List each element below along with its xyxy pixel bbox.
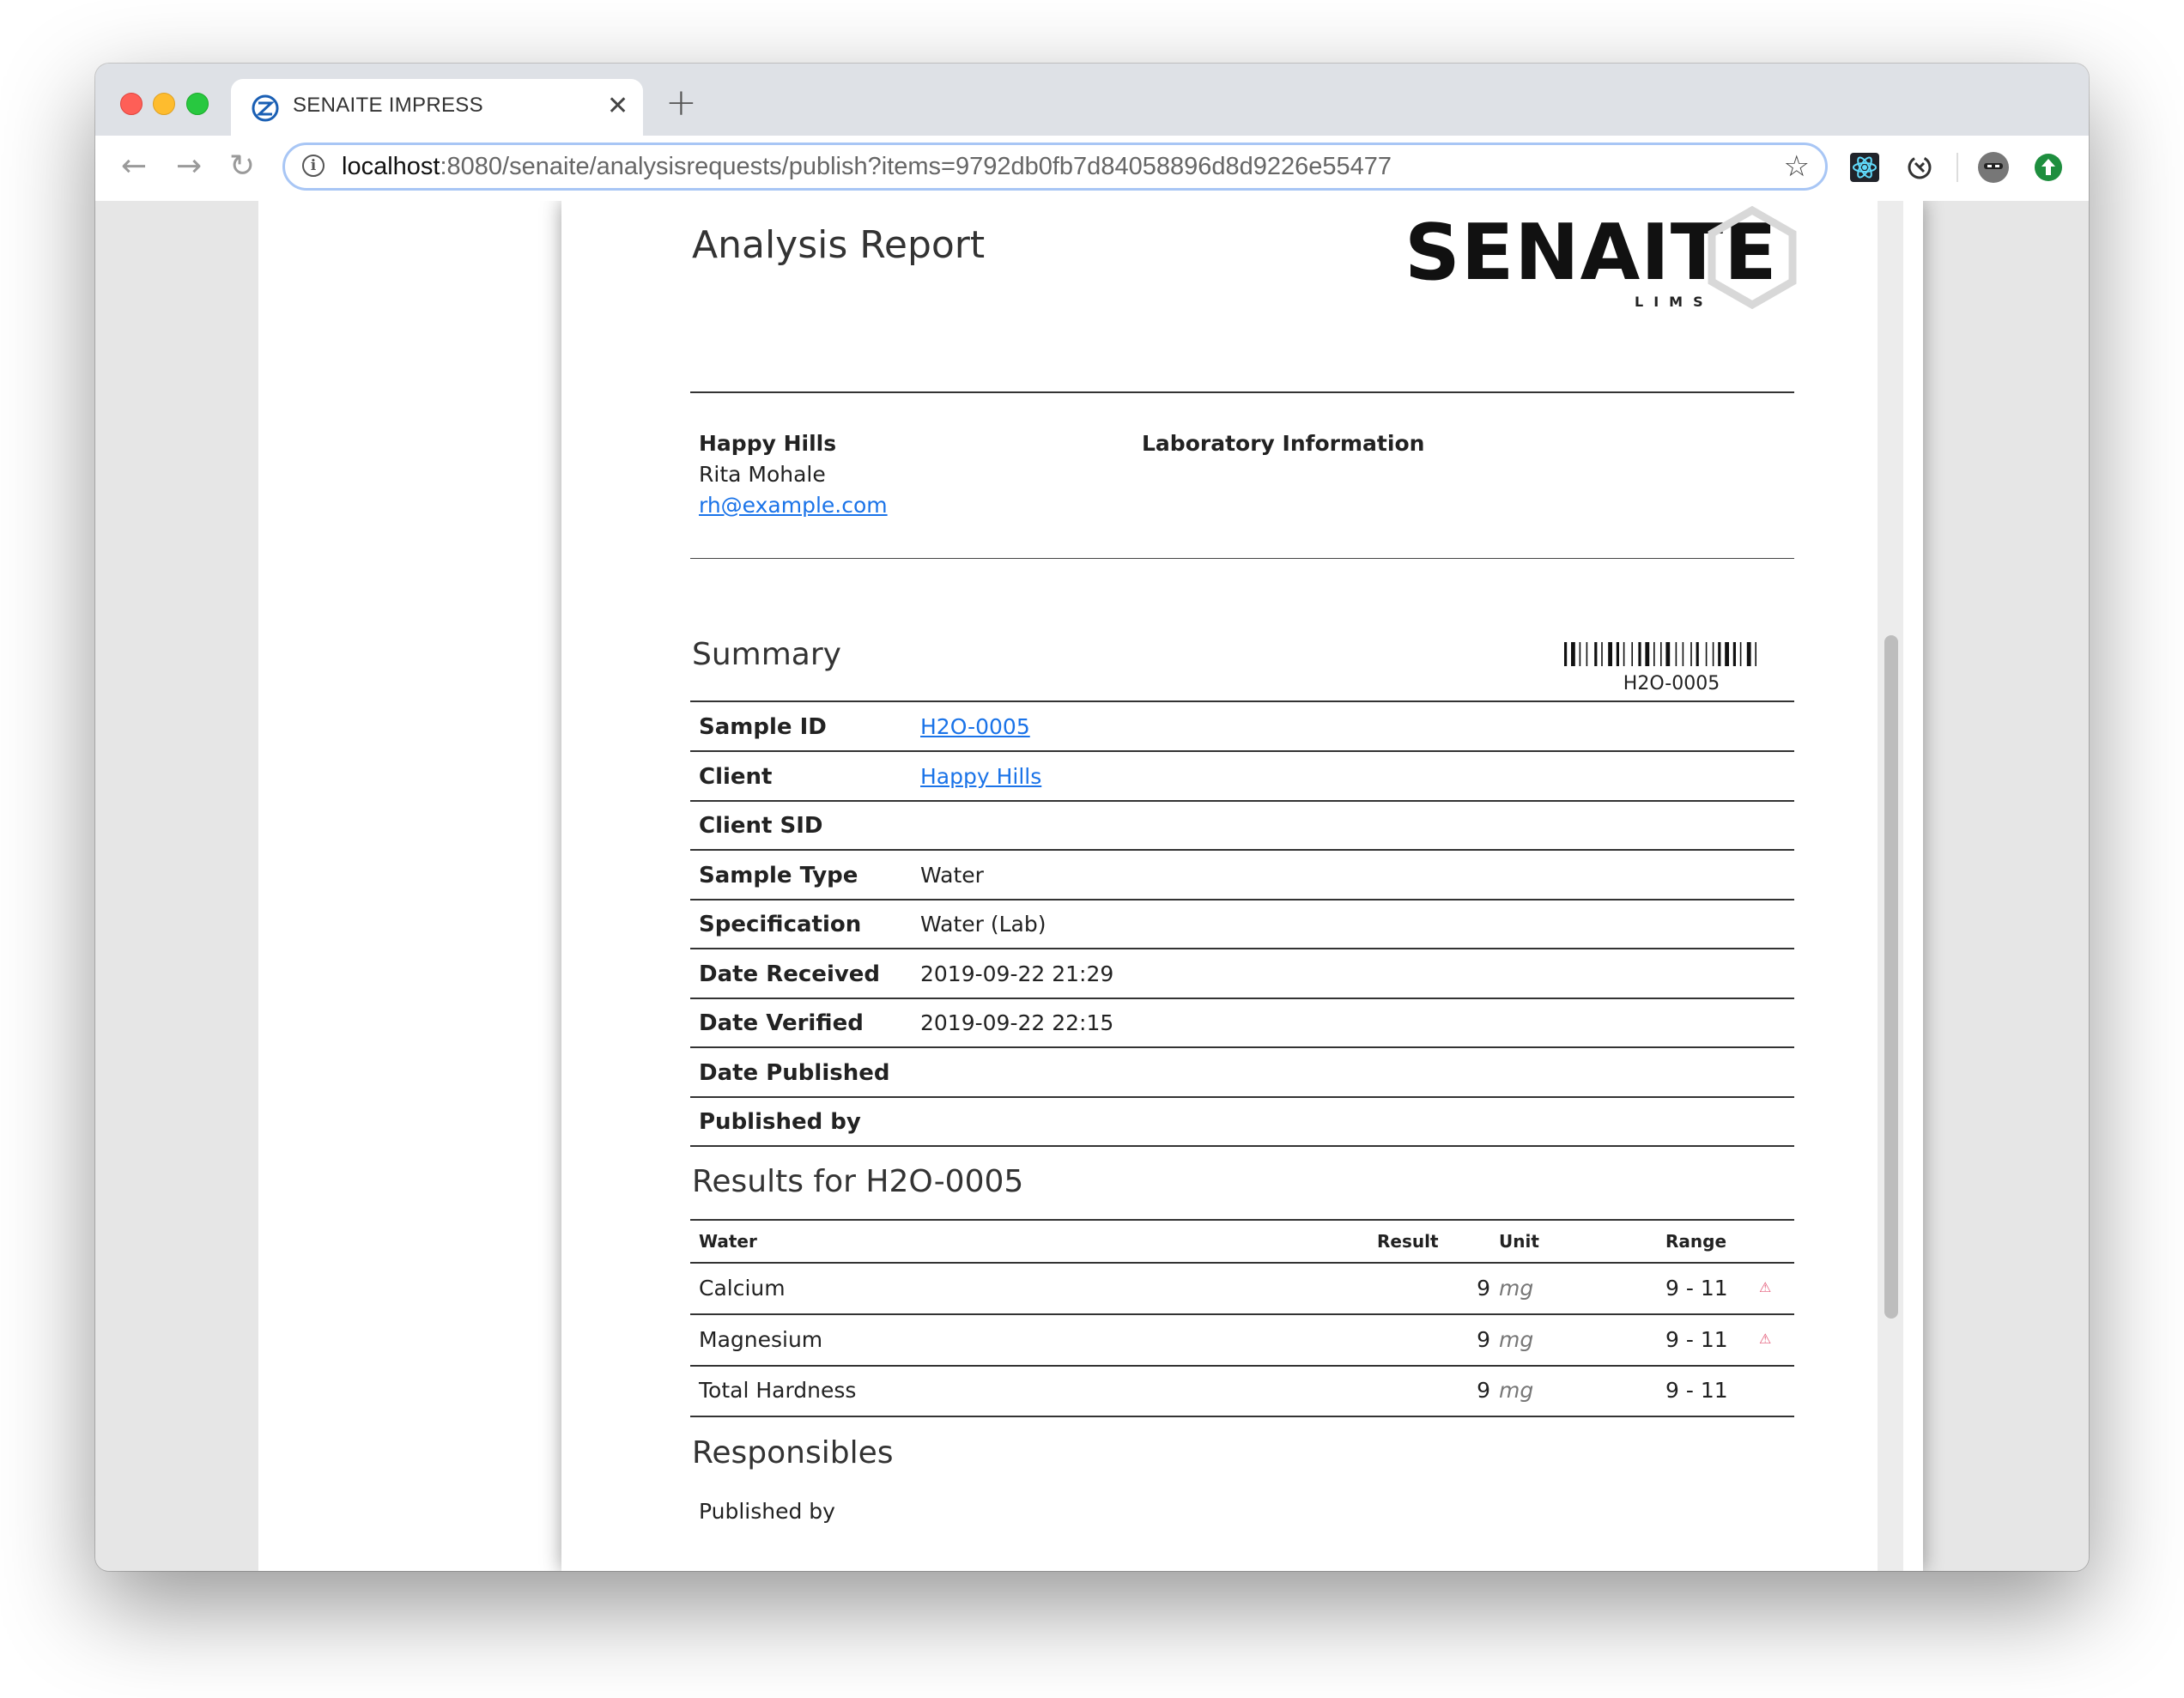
- barcode-bar: [1733, 642, 1736, 666]
- close-window-button[interactable]: [120, 93, 143, 115]
- bookmark-star-icon[interactable]: ☆: [1783, 149, 1810, 184]
- barcode-bar: [1713, 642, 1714, 666]
- report-page: [561, 201, 1923, 1571]
- senaite-logo-text: SENAITE: [1404, 208, 1778, 298]
- barcode-bar: [1740, 642, 1742, 666]
- results-col-unit: Unit: [1499, 1231, 1539, 1252]
- summary-row-label: Date Verified: [699, 1010, 864, 1036]
- summary-heading: Summary: [692, 637, 841, 672]
- preview-panel: [258, 201, 1903, 1571]
- barcode-bar: [1631, 642, 1633, 666]
- summary-row-value: Water: [920, 862, 984, 888]
- senaite-logo-subtext: LIMS: [1635, 294, 1714, 310]
- ninja-avatar-icon[interactable]: [1977, 151, 2010, 184]
- summary-row-label: Client SID: [699, 813, 823, 839]
- tab-senaite-impress[interactable]: [231, 79, 643, 136]
- results-col-category: Water: [699, 1231, 757, 1252]
- result-range: 9 - 11: [1665, 1326, 1728, 1352]
- site-info-icon[interactable]: [302, 155, 325, 177]
- page-viewport[interactable]: [95, 201, 2089, 1571]
- barcode-bar: [1725, 642, 1729, 666]
- summary-row-label: Client: [699, 763, 773, 790]
- result-unit: mg: [1499, 1378, 1534, 1403]
- logo-hexagon-icon: [1705, 206, 1799, 309]
- minimize-window-button[interactable]: [153, 93, 175, 115]
- close-tab-icon[interactable]: ✕: [607, 91, 629, 121]
- summary-row: [690, 702, 1794, 752]
- out-of-range-warning-icon: ⚠: [1759, 1330, 1772, 1347]
- summary-row: [690, 1048, 1794, 1098]
- summary-row-label: Sample ID: [699, 714, 827, 740]
- scrollbar-thumb[interactable]: [1884, 635, 1898, 1319]
- new-tab-button[interactable]: +: [665, 81, 697, 124]
- summary-row: [690, 949, 1794, 999]
- url-text[interactable]: [342, 153, 1392, 181]
- summary-row: [690, 851, 1794, 901]
- summary-row-link[interactable]: H2O-0005: [920, 714, 1030, 739]
- summary-row-label: Published by: [699, 1109, 861, 1135]
- senaite-favicon-icon: [252, 94, 279, 122]
- summary-row-link[interactable]: Happy Hills: [920, 763, 1042, 789]
- url-host: localhost: [342, 153, 440, 180]
- result-unit: mg: [1499, 1276, 1534, 1301]
- tab-title: SENAITE IMPRESS: [293, 94, 483, 117]
- results-heading: Results for H2O-0005: [692, 1164, 1024, 1199]
- result-value: 9: [1477, 1378, 1490, 1403]
- summary-row: [690, 801, 1794, 851]
- results-col-result: Result: [1377, 1231, 1439, 1252]
- out-of-range-warning-icon: ⚠: [1759, 1279, 1772, 1295]
- scrollbar-track[interactable]: [1878, 201, 1903, 1571]
- barcode-bar: [1755, 642, 1756, 666]
- barcode-bar: [1571, 642, 1575, 666]
- summary-row-label: Date Published: [699, 1059, 890, 1086]
- results-row: [690, 1315, 1794, 1367]
- result-unit: mg: [1499, 1326, 1534, 1352]
- barcode-bar: [1660, 642, 1662, 666]
- reload-button[interactable]: ↻: [229, 149, 256, 184]
- summary-row-value: 2019-09-22 21:29: [920, 961, 1114, 986]
- barcode-bar: [1564, 642, 1567, 666]
- results-row: [690, 1366, 1794, 1417]
- summary-row-label: Sample Type: [699, 862, 858, 888]
- barcode-bar: [1690, 642, 1692, 666]
- responsibles-heading: Responsibles: [692, 1435, 894, 1471]
- barcode-bar: [1747, 642, 1751, 666]
- barcode-bar: [1706, 642, 1708, 666]
- barcode-label: H2O-0005: [1623, 673, 1720, 694]
- result-range: 9 - 11: [1665, 1378, 1728, 1403]
- result-range: 9 - 11: [1665, 1276, 1728, 1301]
- barcode-bar: [1608, 642, 1612, 666]
- maximize-window-button[interactable]: [186, 93, 209, 115]
- result-value: 9: [1477, 1276, 1490, 1301]
- barcode-bar: [1601, 642, 1603, 666]
- responsibles-published-by: Published by: [699, 1499, 835, 1524]
- sample-barcode: [1564, 642, 1779, 666]
- results-top-rule: [690, 1219, 1794, 1221]
- barcode-bar: [1594, 642, 1597, 666]
- react-devtools-icon[interactable]: [1848, 151, 1881, 184]
- barcode-bar: [1696, 642, 1699, 666]
- summary-row: [690, 900, 1794, 949]
- report-title: Analysis Report: [692, 223, 986, 267]
- summary-row: [690, 1097, 1794, 1147]
- barcode-bar: [1580, 642, 1581, 666]
- result-value: 9: [1477, 1326, 1490, 1352]
- barcode-bar: [1683, 642, 1684, 666]
- barcode-bar: [1638, 642, 1641, 666]
- summary-row-label: Specification: [699, 912, 862, 937]
- address-divider: [690, 558, 1794, 559]
- lab-info-heading: Laboratory Information: [1142, 431, 1425, 456]
- results-col-range: Range: [1665, 1231, 1727, 1252]
- result-analysis-name: Calcium: [699, 1276, 786, 1301]
- back-button[interactable]: ←: [121, 149, 148, 184]
- browser-window: [95, 64, 2089, 1571]
- client-contact: Rita Mohale: [699, 462, 826, 487]
- barcode-bar: [1718, 642, 1720, 666]
- summary-row: [690, 752, 1794, 802]
- sync-icon[interactable]: [1903, 151, 1936, 184]
- barcode-bar: [1653, 642, 1655, 666]
- summary-row-label: Date Received: [699, 961, 881, 987]
- browser-toolbar: [95, 136, 2089, 202]
- update-arrow-icon[interactable]: [2032, 151, 2065, 184]
- forward-button[interactable]: →: [176, 149, 203, 184]
- client-name: Happy Hills: [699, 431, 837, 456]
- summary-row-value: Water (Lab): [920, 912, 1046, 937]
- barcode-bar: [1645, 642, 1649, 666]
- toolbar-divider: [1956, 153, 1958, 182]
- url-path: :8080/senaite/analysisrequests/publish?items=9792db0fb7d84058896d8d9226e55477: [440, 153, 1392, 180]
- barcode-bar: [1676, 642, 1677, 666]
- results-row: [690, 1264, 1794, 1315]
- summary-row-value: 2019-09-22 22:15: [920, 1010, 1114, 1035]
- address-bar[interactable]: [282, 143, 1828, 191]
- barcode-bar: [1586, 642, 1588, 666]
- barcode-bar: [1617, 642, 1619, 666]
- result-analysis-name: Total Hardness: [699, 1378, 857, 1403]
- tab-strip: [95, 64, 2089, 136]
- client-email-link[interactable]: rh@example.com: [699, 493, 888, 518]
- result-analysis-name: Magnesium: [699, 1326, 823, 1352]
- summary-row: [690, 998, 1794, 1048]
- barcode-bar: [1665, 642, 1670, 666]
- barcode-bar: [1623, 642, 1625, 666]
- header-divider: [690, 391, 1794, 393]
